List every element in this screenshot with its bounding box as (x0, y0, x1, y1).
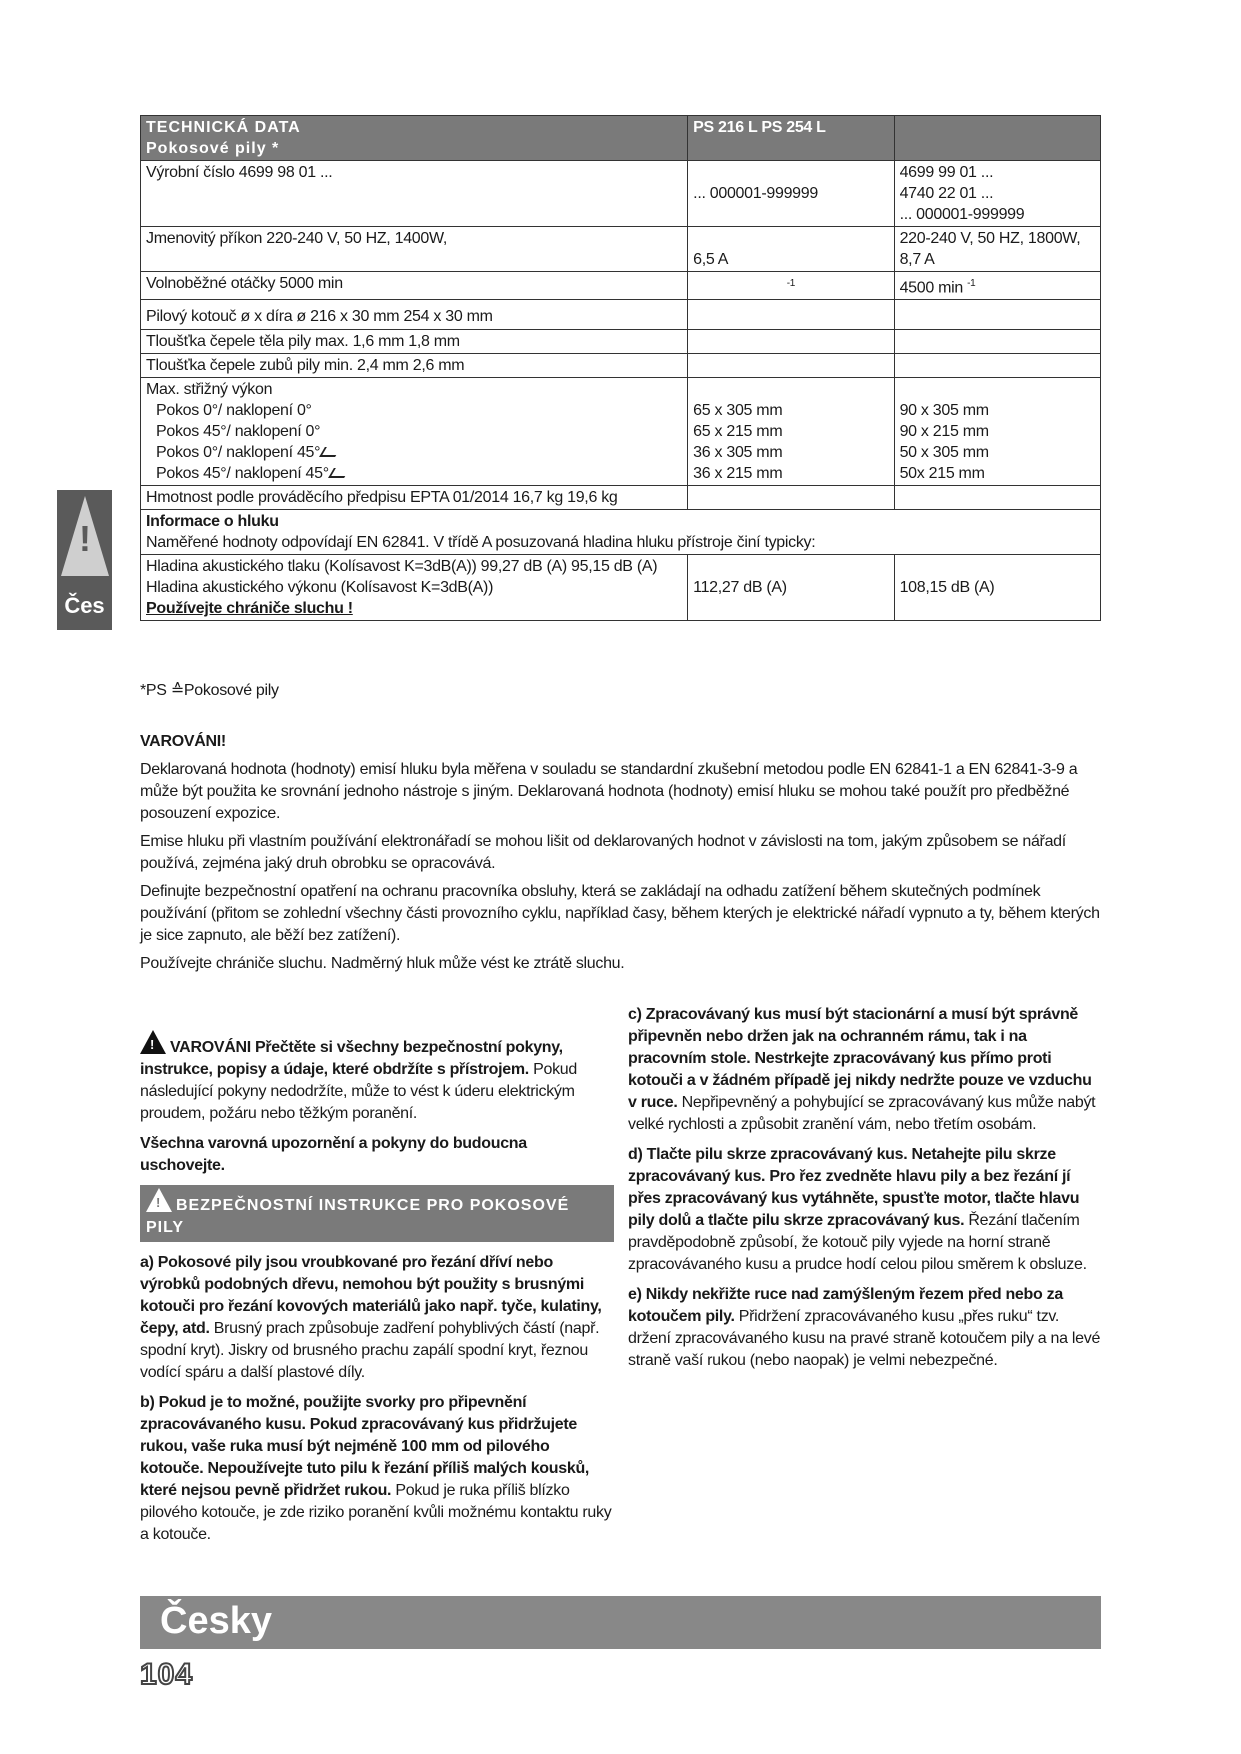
language-side-tab (57, 490, 112, 630)
instruction-c (628, 1004, 1102, 1136)
table-title: TECHNICKÁ DATA (146, 119, 301, 136)
instruction-b-rest: Pokud je ruka příliš blízko pilového kotouče, je zde riziko poranění kvůli možnému kontaktu ruky a kotouče. (140, 1482, 612, 1543)
table-header-empty (894, 116, 1100, 161)
instruction-e-bold: e) Nikdy nekřižte ruce nad zamýšleným řezem před nebo za kotoučem pily. (628, 1286, 1063, 1325)
warning-p1: Deklarovaná hodnota (hodnoty) emisí hluku byla měřena v souladu se standardní zkušební metodou podle EN 62841-1 a EN 62841-3-9 a může být použita ke srovnání jednoho nástroje s jiným. Deklarovaná hodnota (hodnoty) emisí hluku se mohou také použít pro předběžné posouzení expozice. (140, 761, 1078, 822)
noise-values-label (141, 555, 688, 621)
cut-c3-3: 50x 215 mm (899, 465, 985, 483)
weight-c2 (688, 486, 894, 510)
cut-c2-3: 36 x 215 mm (693, 465, 783, 483)
right-column (628, 1004, 1102, 1380)
instruction-d-bold: d) Tlačte pilu skrze zpracovávaný kus. Netahejte pilu skrze zpracovávaný kus. Pro řez zvedněte hlavu pily a bez řezání jí přes zpracovávaný kus vytáhněte, spusťte motor, tlačte hlavu pily dolů a tlačte pilu skrze zpracovávaný kus. (628, 1146, 1080, 1229)
cut-c2-2: 36 x 305 mm (693, 444, 783, 462)
saw-bevel-icon (319, 447, 341, 457)
power-c3b: 8,7 A (899, 251, 935, 268)
instruction-b (140, 1392, 614, 1546)
table-row-weight (141, 486, 1101, 510)
cut-item-3: Pokos 45°/ naklopení 45° (156, 465, 329, 483)
noise-protect: Používejte chrániče sluchu ! (146, 600, 353, 618)
weight-c3 (894, 486, 1100, 510)
power-c3 (894, 227, 1100, 272)
cut-c3 (894, 378, 1100, 486)
blade-c2 (688, 300, 894, 330)
table-row-power (141, 227, 1101, 272)
warning-p2: Emise hluku při vlastním používání elektronářadí se mohou lišit od deklarovaných hodnot v závislosti na tom, jakým způsobem se nářadí používá, zejména jaký druh obrobku se opracovává. (140, 833, 1066, 872)
teeth-thickness-c3 (894, 354, 1100, 378)
table-row-speed (141, 272, 1101, 300)
warning-icon: ! (146, 1188, 172, 1212)
cut-c3-0: 90 x 305 mm (899, 402, 989, 420)
instruction-c-rest: Nepřipevněný a pohybující se zpracovávaný kus může nabýt velké rychlosti a způsobit zranění vám, nebo třetím osobám. (628, 1094, 1096, 1133)
table-header-models: PS 216 L PS 254 L (688, 116, 894, 161)
cut-c2-0: 65 x 305 mm (693, 402, 783, 420)
serial-c3b: 4740 22 01 ... (899, 185, 994, 202)
power-amps: 6,5 A (693, 251, 729, 268)
noise-c2 (688, 555, 894, 621)
noise-desc: Naměřené hodnoty odpovídají EN 62841. V třídě A posuzovaná hladina hluku přístroje činí typicky: (146, 534, 816, 552)
warning-icon: ! (140, 1030, 166, 1054)
weight-label: Hmotnost podle prováděcího předpisu EPTA 01/2014 16,7 kg 19,6 kg (141, 486, 688, 510)
teeth-thickness-c2 (688, 354, 894, 378)
instruction-a-rest: Brusný prach způsobuje zadření pohyblivých částí (např. spodní kryt). Jiskry od brusného prachu zapálí spodní kryt, řeznou vodící spáru a další plastové díly. (140, 1320, 600, 1381)
saw-bevel-icon (328, 468, 350, 478)
blade-thickness-c3 (894, 330, 1100, 354)
cut-item-0: Pokos 0°/ naklopení 0° (156, 402, 312, 420)
blade-label: Pilový kotouč ø x díra ø 216 x 30 mm 254 x 30 mm (141, 300, 688, 330)
serial-range: ... 000001-999999 (693, 185, 818, 202)
speed-c3-sup: -1 (967, 278, 976, 289)
cut-c2 (688, 378, 894, 486)
speed-sup: -1 (786, 278, 796, 289)
instruction-e-rest: Přidržení zpracovávaného kusu „přes ruku“ tzv. držení zpracovávaného kusu na pravé straně kotoučem pily a na levé straně vaší rukou (nebo naopak) je velmi nebezpečné. (628, 1308, 1101, 1369)
power-c2 (688, 227, 894, 272)
noise-c3 (894, 555, 1100, 621)
footnote: *PS ≙Pokosové pily (140, 682, 279, 699)
table-row-cut (141, 378, 1101, 486)
blade-c3 (894, 300, 1100, 330)
table-subtitle: Pokosové pily * (146, 140, 280, 157)
keep-instructions: Všechna varovná upozornění a pokyny do budoucna uschovejte. (140, 1135, 527, 1174)
safety-instructions-header (140, 1185, 614, 1242)
power-c3a: 220-240 V, 50 HZ, 1800W, (899, 230, 1081, 247)
instruction-a-bold: a) Pokosové pily jsou vroubkované pro řezání dříví nebo výrobků podobných dřevu, nemohou být použity s brusnými kotouči pro řezání kovových materiálů jako např. tyče, kulatiny, čepy, atd. (140, 1254, 602, 1337)
serial-label: Výrobní číslo 4699 98 01 ... (141, 161, 688, 227)
speed-c2 (688, 272, 894, 300)
cut-c3-1: 90 x 215 mm (899, 423, 989, 441)
read-instructions (140, 1030, 614, 1125)
power-label: Jmenovitý příkon 220-240 V, 50 HZ, 1400W, (141, 227, 688, 272)
cut-c3-2: 50 x 305 mm (899, 444, 989, 462)
warning-p4: Používejte chrániče sluchu. Nadměrný hluk může vést ke ztrátě sluchu. (140, 955, 625, 972)
serial-c2 (688, 161, 894, 227)
noise-power: Hladina akustického výkonu (Kolísavost K=3dB(A)) (146, 579, 494, 597)
noise-power-c2: 112,27 dB (A) (693, 579, 787, 597)
side-tab-language: Čes (64, 593, 105, 618)
table-row-noise-values (141, 555, 1101, 621)
instruction-d-rest: Řezání tlačením pravděpodobně způsobí, že kotouč pily vyjede na horní straně zpracovávaného kusu a prudce hodí celou pilou směrem k obsluze. (628, 1212, 1087, 1273)
cut-label-cell (141, 378, 688, 486)
footer-language-bar (140, 1596, 1101, 1649)
cut-c2-1: 65 x 215 mm (693, 423, 783, 441)
noise-pressure: Hladina akustického tlaku (Kolísavost K=3dB(A)) 99,27 dB (A) 95,15 dB (A) (146, 558, 658, 576)
teeth-thickness-label: Tloušťka čepele zubů pily min. 2,4 mm 2,6 mm (141, 354, 688, 378)
safety-title: BEZPEČNOSTNÍ INSTRUKCE PRO POKOSOVÉ PILY (146, 1197, 570, 1236)
table-row-blade (141, 300, 1101, 330)
table-row-teeth-thickness (141, 354, 1101, 378)
table-header-row (141, 116, 1101, 161)
footer-language: Česky (160, 1600, 272, 1642)
cut-label: Max. střižný výkon (146, 381, 273, 399)
instruction-a (140, 1252, 614, 1384)
instruction-b-bold: b) Pokud je to možné, použijte svorky pro připevnění zpracovávaného kusu. Pokud zpracovávaný kus přidržujete rukou, vaše ruka musí být nejméně 100 mm od pilového kotouče. Nepoužívejte tuto pilu k řezání příliš malých kousků, které nejsou pevně přidržet rukou. (140, 1394, 590, 1499)
left-column (140, 1030, 614, 1554)
page-number: 104 (140, 1658, 194, 1691)
read-instructions-rest: Pokud následující pokyny nedodržíte, může to vést k úderu elektrickým proudem, požáru nebo těžkým poranění. (140, 1061, 577, 1122)
read-instructions-bold: VAROVÁNI Přečtěte si všechny bezpečnostní pokyny, instrukce, popisy a údaje, které obdržíte s přístrojem. (140, 1039, 563, 1078)
serial-c3a: 4699 99 01 ... (899, 164, 994, 181)
serial-c3 (894, 161, 1100, 227)
instruction-d (628, 1144, 1102, 1276)
noise-power-c3: 108,15 dB (A) (899, 579, 995, 597)
table-row-noise (141, 510, 1101, 555)
warning-p3: Definujte bezpečnostní opatření na ochranu pracovníka obsluhy, která se zakládají na odhadu zatížení během skutečných podmínek používání (přitom se zohlední všechny části provozního cyklu, například časy, během kterých je elektrické nářadí vypnuto a ty, během kterých je sice zapnuto, ale běží bez zatížení). (140, 883, 1100, 944)
technical-data-table (140, 115, 1101, 621)
noise-cell (141, 510, 1101, 555)
warning-section (140, 731, 1105, 981)
instruction-c-bold: c) Zpracovávaný kus musí být stacionární a musí být správně připevněn nebo držen jak na ochranném rámu, tak i na pracovním stole. Nestrkejte zpracovávaný kus přímo proti kotouči a v žádném případě jej nikdy nedržte pouze ve vzduchu v ruce. (628, 1006, 1092, 1111)
exclamation-icon: ! (79, 518, 91, 559)
table-header-title (141, 116, 688, 161)
blade-thickness-label: Tloušťka čepele těla pily max. 1,6 mm 1,8 mm (141, 330, 688, 354)
blade-thickness-c2 (688, 330, 894, 354)
speed-c3-value: 4500 min (899, 279, 963, 297)
speed-c3 (894, 272, 1100, 300)
table-row-blade-thickness (141, 330, 1101, 354)
warning-title: VAROVÁNI! (140, 733, 226, 750)
cut-item-1: Pokos 45°/ naklopení 0° (156, 423, 321, 441)
instruction-e (628, 1284, 1102, 1372)
serial-c3c: ... 000001-999999 (899, 206, 1025, 223)
noise-title: Informace o hluku (146, 513, 279, 531)
speed-label: Volnoběžné otáčky 5000 min (141, 272, 688, 300)
table-row-serial (141, 161, 1101, 227)
cut-item-2: Pokos 0°/ naklopení 45° (156, 444, 321, 462)
